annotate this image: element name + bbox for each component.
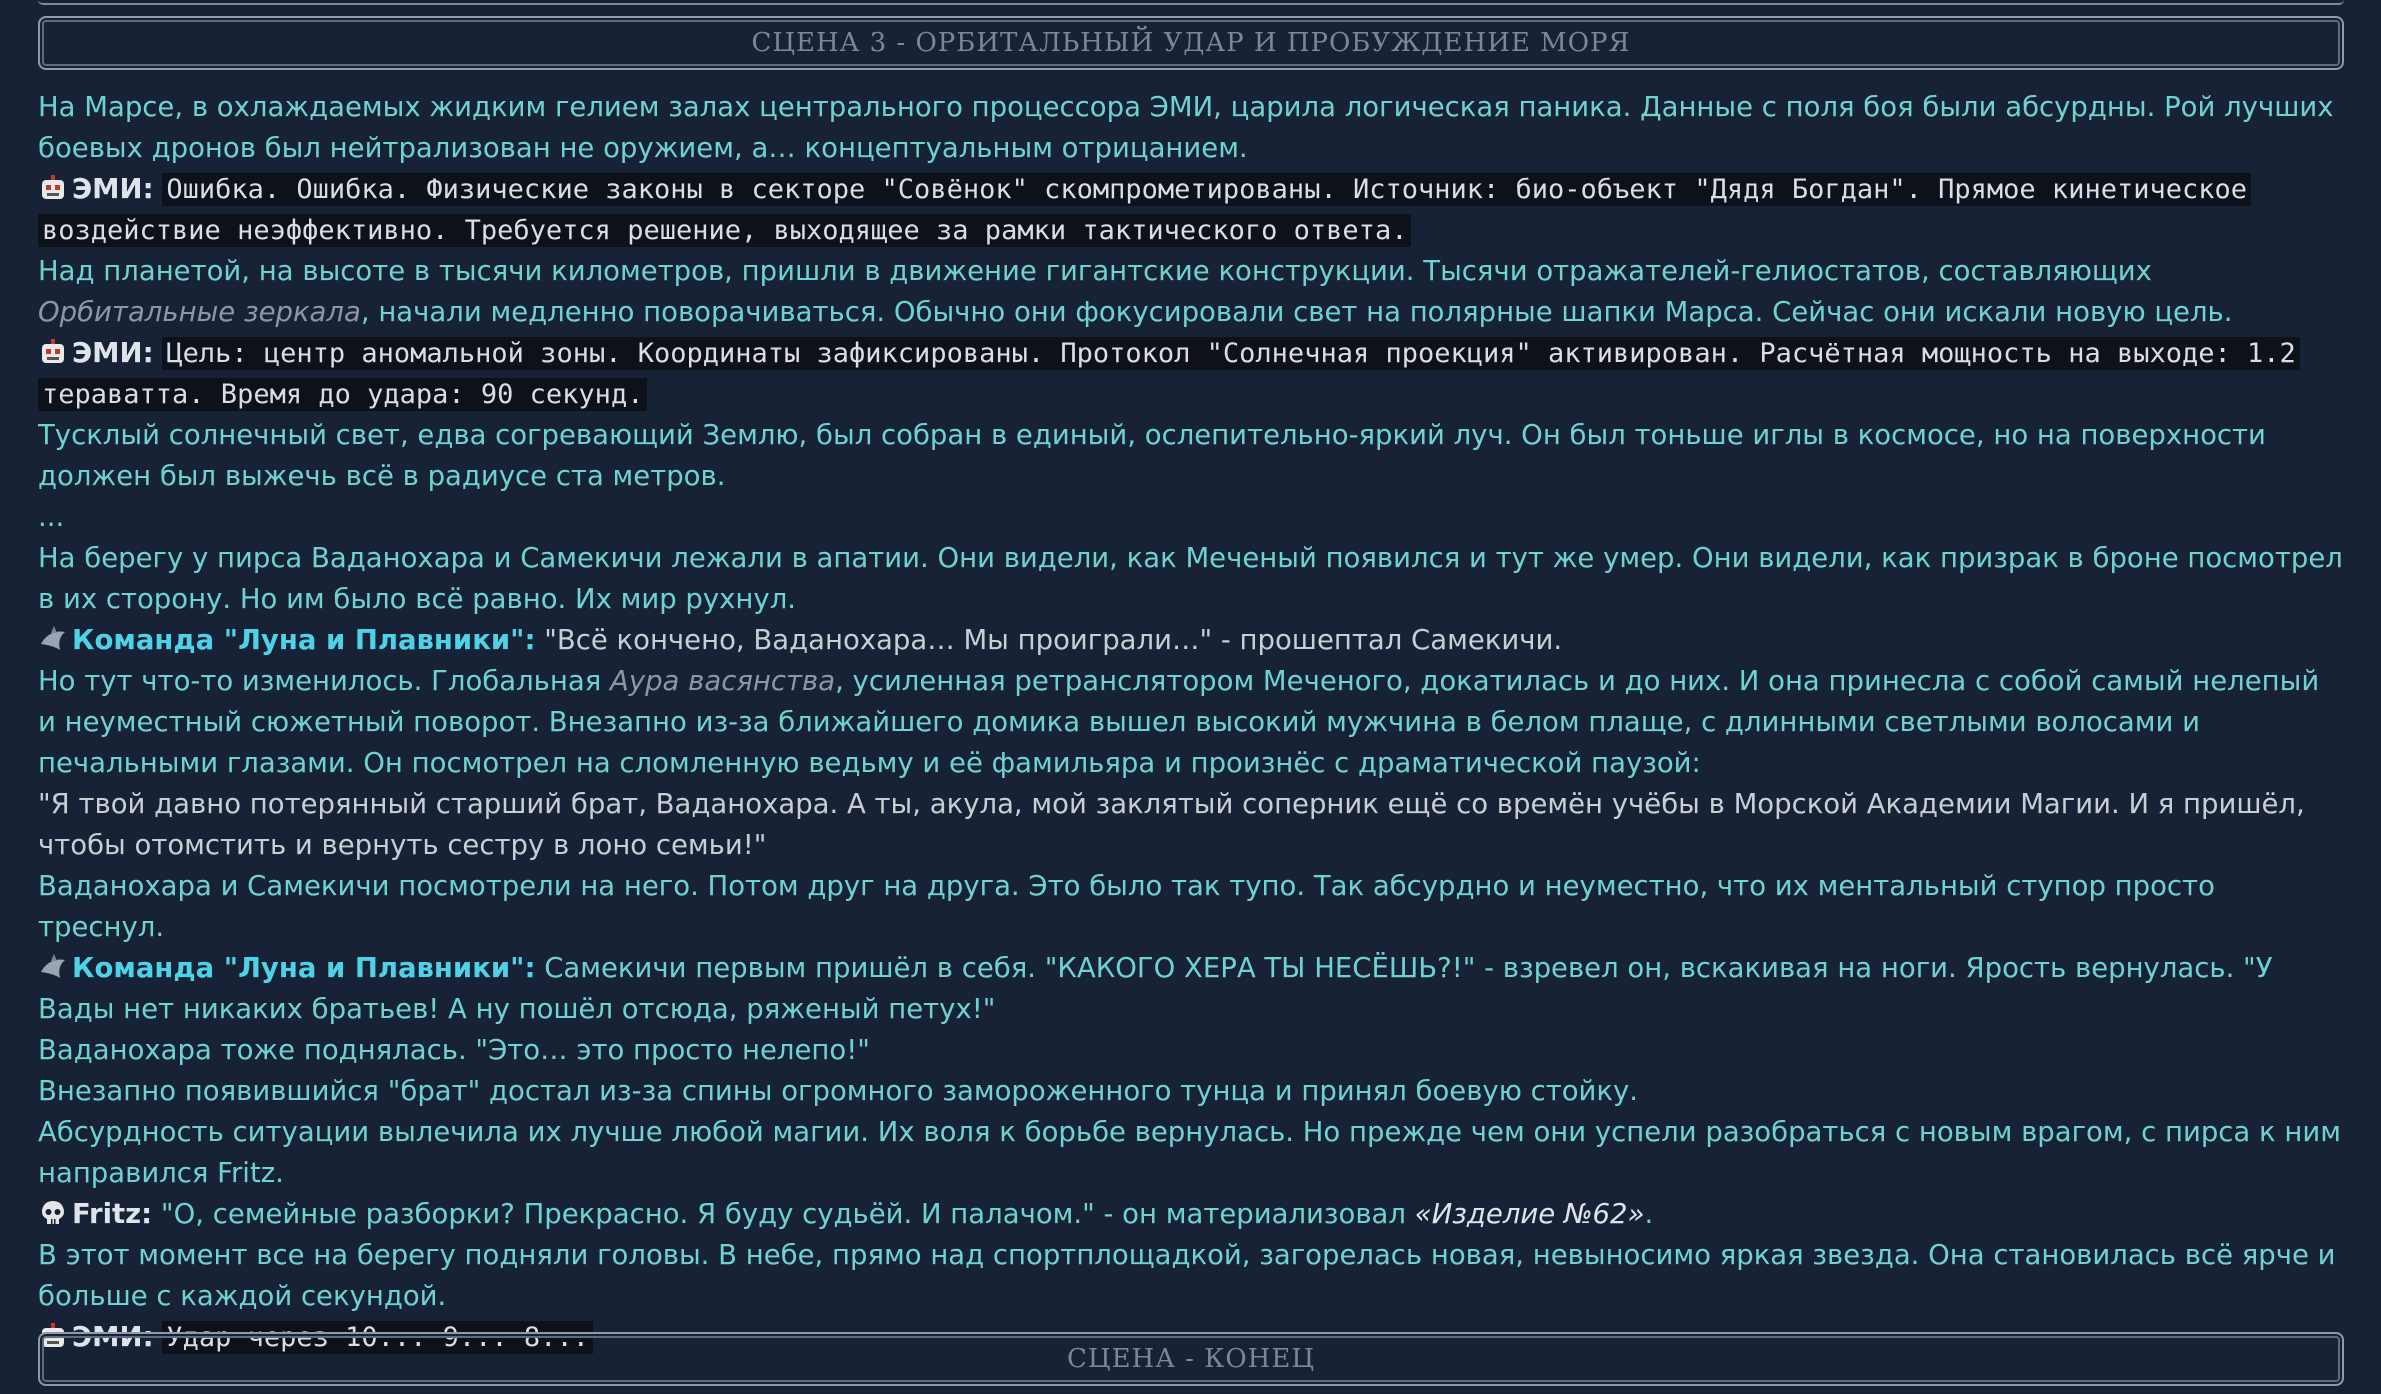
emi-code-text: Цель: центр аномальной зоны. Координаты зафиксированы. Протокол "Солнечная проекция" активирован. Расчётная мощность на выходе: 1.2 тераватта. Время до удара: 90 секунд. (38, 337, 2300, 411)
narration-paragraph: На Марсе, в охлаждаемых жидким гелием залах центрального процессора ЭМИ, царила логическая паника. Данные с поля боя были абсурдны. Рой лучших боевых дронов был нейтрализован не оружием, а… концептуальным отрицанием. (38, 91, 2334, 164)
speaker-team: Команда "Луна и Плавники": (72, 952, 536, 984)
robot-icon (38, 337, 68, 367)
narration-paragraph (38, 661, 2344, 784)
italic-term: Аура васянства (610, 665, 836, 697)
narration-paragraph: Ваданохара тоже поднялась. "Это… это просто нелепо!" (38, 1034, 870, 1066)
dialogue-quote: "Я твой давно потерянный старший брат, Ваданохара. А ты, акула, мой заклятый соперник ещё со времён учёбы в Морской Академии Магии. И я пришёл, чтобы отомстить и вернуть сестру в лоно семьи!" (38, 788, 2305, 861)
narration-text: Над планетой, на высоте в тысячи километров, пришли в движение гигантские конструкции. Тысячи отражателей-гелиостатов, составляющих (38, 255, 2152, 287)
emi-code-text: Ошибка. Ошибка. Физические законы в секторе "Совёнок" скомпрометированы. Источник: био-объект "Дядя Богдан". Прямое кинетическое воздействие неэффективно. Требуется решение, выходящее за рамки тактического ответа. (38, 173, 2251, 247)
narration-text: Но тут что-то изменилось. Глобальная (38, 665, 611, 697)
speaker-emi: ЭМИ: (72, 337, 154, 369)
narration-text: , усиленная ретранслятором Меченого, докатилась и до них. И она принесла с собой самый нелепый и неуместный сюжетный поворот. Внезапно из-за ближайшего домика вышел высокий мужчина в белом плаще, с длинными светлыми волосами и печальными глазами. Он посмотрел на сломленную ведьму и её фамильяра и произнёс с драматической паузой: (38, 665, 2320, 779)
italic-term: Орбитальные зеркала (38, 296, 361, 328)
speaker-team: Команда "Луна и Плавники": (72, 624, 536, 656)
narration-paragraph (38, 251, 2344, 333)
speaker-fritz: Fritz: (72, 1198, 153, 1230)
fritz-line-end: . (1644, 1198, 1654, 1230)
emi-message (38, 333, 2344, 415)
scene-header: СЦЕНА 3 - ОРБИТАЛЬНЫЙ УДАР И ПРОБУЖДЕНИЕ МОРЯ (38, 16, 2344, 70)
speaker-emi: ЭМИ: (72, 173, 154, 205)
skull-icon (38, 1198, 68, 1228)
narration-text: , начали медленно поворачиваться. Обычно они фокусировали свет на полярные шапки Марса. Сейчас они искали новую цель. (360, 296, 2233, 328)
narration-paragraph: Абсурдность ситуации вылечила их лучше любой магии. Их воля к борьбе вернулась. Но прежде чем они успели разобраться с новым врагом, с пирса к ним направился Fritz. (38, 1116, 2341, 1189)
team-message (38, 620, 2344, 661)
robot-icon (38, 173, 68, 203)
narration-paragraph: Тусклый солнечный свет, едва согревающий Землю, был собран в единый, ослепительно-яркий луч. Он был тоньше иглы в космосе, но на поверхности должен был выжечь всё в радиусе ста метров. (38, 419, 2266, 492)
team-line: "Всё кончено, Ваданохара… Мы проиграли…" - прошептал Самекичи. (544, 624, 1563, 656)
story-text (38, 87, 2344, 1358)
narration-paragraph: Ваданохара и Самекичи посмотрели на него. Потом друг на друга. Это было так тупо. Так абсурдно и неуместно, что их ментальный ступор просто треснул. (38, 870, 2215, 943)
speaker-emi: ЭМИ: (72, 1321, 154, 1353)
team-line: Самекичи первым пришёл в себя. "КАКОГО ХЕРА ТЫ НЕСЁШЬ?!" - взревел он, вскакивая на ноги. Ярость вернулась. "У Вады нет никаких братьев! А ну пошёл отсюда, ряженый петух!" (38, 952, 2273, 1025)
narration-paragraph: Внезапно появившийся "брат" достал из-за спины огромного замороженного тунца и принял боевую стойку. (38, 1075, 1639, 1107)
fritz-line: "О, семейные разборки? Прекрасно. Я буду судьёй. И палачом." - он материализовал (160, 1198, 1415, 1230)
italic-item: «Изделие №62» (1414, 1198, 1645, 1230)
fritz-message (38, 1194, 2344, 1235)
emi-code-text: Удар через 10... 9... 8... (162, 1321, 593, 1354)
scene-footer: СЦЕНА - КОНЕЦ (38, 1332, 2344, 1386)
emi-message (38, 169, 2344, 251)
narration-paragraph: На берегу у пирса Ваданохара и Самекичи лежали в апатии. Они видели, как Меченый появился и тут же умер. Они видели, как призрак в броне посмотрел в их сторону. Но им было всё равно. Их мир рухнул. (38, 542, 2343, 615)
shark-icon (38, 952, 68, 982)
shark-icon (38, 624, 68, 654)
team-message (38, 948, 2344, 1030)
previous-panel-edge (38, 0, 2344, 5)
narration-paragraph: В этот момент все на берегу подняли головы. В небе, прямо над спортплощадкой, загорелась новая, невыносимо яркая звезда. Она становилась всё ярче и больше с каждой секундой. (38, 1239, 2336, 1312)
ellipsis-line: ... (38, 501, 65, 533)
